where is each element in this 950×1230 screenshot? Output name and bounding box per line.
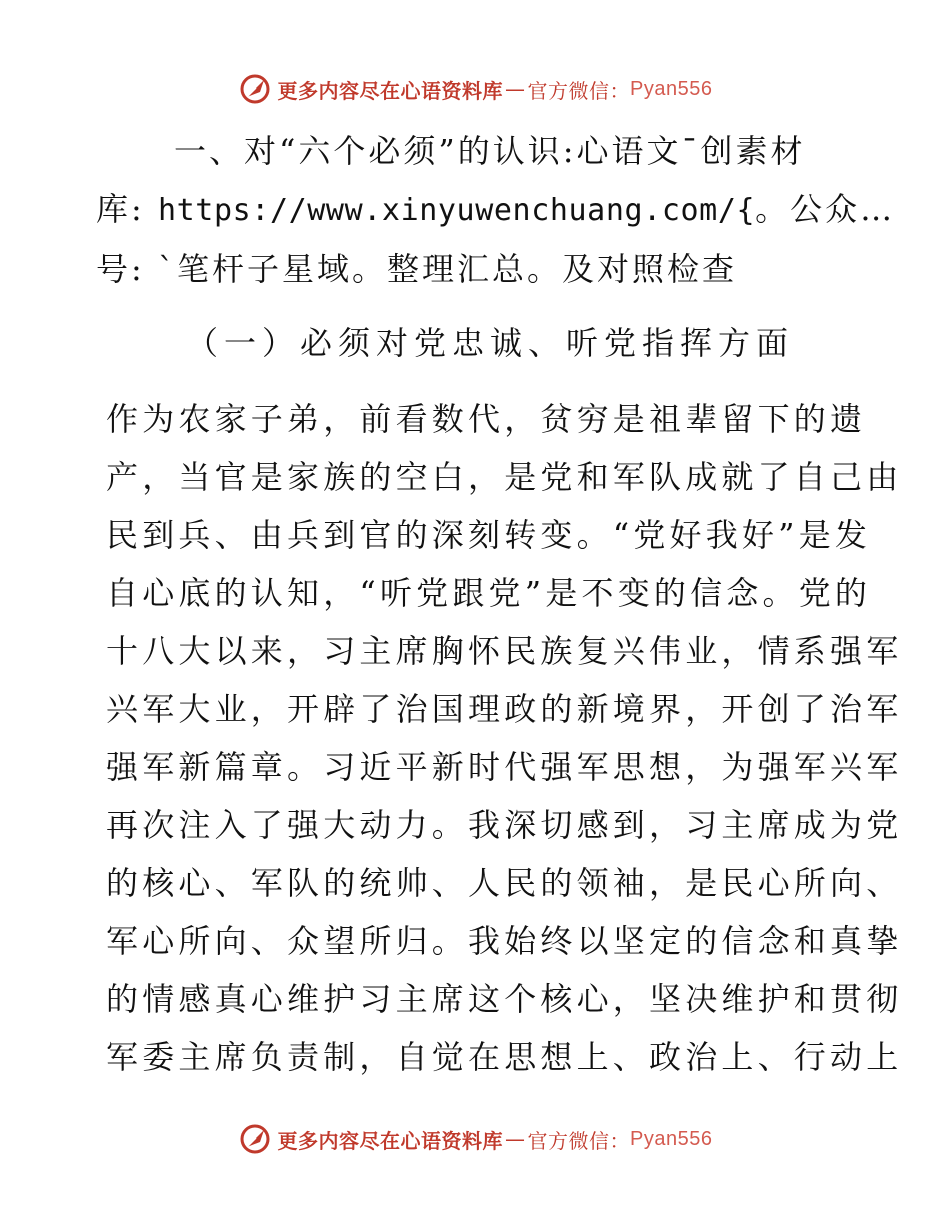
paragraph-line: 产，当官是家族的空白，是党和军队成就了自己由 bbox=[106, 458, 903, 496]
banner-wechat-id: Pyan556 bbox=[630, 77, 713, 100]
footer-banner bbox=[0, 1122, 950, 1156]
paragraph-line: 自心底的认知，“听党跟党”是不变的信念。党的 bbox=[106, 574, 872, 612]
heading-line-3: 号: `笔杆子星域。整理汇总。及对照检查 bbox=[96, 250, 737, 288]
banner-separator: — bbox=[505, 77, 526, 101]
section-heading bbox=[96, 122, 851, 180]
paragraph-line: 强军新篇章。习近平新时代强军思想，为强军兴军 bbox=[106, 748, 903, 786]
heading-line-1: 一、对“六个必须”的认识:心语文¯创素材 bbox=[174, 132, 806, 170]
body-paragraph bbox=[96, 390, 903, 1086]
banner-main-text: 更多内容尽在心语资料库 bbox=[277, 78, 504, 103]
banner-wechat-label: 官方微信： bbox=[527, 1128, 631, 1153]
feather-pen-logo-icon bbox=[238, 1122, 272, 1156]
paragraph-line: 的情感真心维护习主席这个核心，坚决维护和贯彻 bbox=[106, 980, 903, 1018]
source-url: https://www.xinyuwenchuang.com/{ bbox=[157, 193, 756, 228]
heading-line-2 bbox=[96, 180, 896, 240]
banner-wechat-id: Pyan556 bbox=[630, 1127, 713, 1150]
paragraph-line: 作为农家子弟，前看数代，贫穷是祖辈留下的遗 bbox=[106, 400, 867, 438]
banner-main-text: 更多内容尽在心语资料库 bbox=[277, 1128, 504, 1153]
paragraph-line: 兴军大业，开辟了治国理政的新境界，开创了治军 bbox=[106, 690, 903, 728]
paragraph-line: 军委主席负责制，自觉在思想上、政治上、行动上 bbox=[106, 1038, 903, 1076]
paragraph-line: 的核心、军队的统帅、人民的领袖，是民心所向、 bbox=[106, 864, 903, 902]
banner-wechat-label: 官方微信： bbox=[527, 78, 631, 103]
subsection-heading: （一）必须对党忠诚、听党指挥方面 bbox=[186, 324, 795, 362]
document-body bbox=[96, 122, 903, 1086]
paragraph-line: 民到兵、由兵到官的深刻转变。“党好我好”是发 bbox=[106, 516, 872, 554]
heading-line-2-suffix: 。公众… bbox=[755, 190, 896, 228]
banner-separator: — bbox=[505, 1127, 526, 1151]
header-banner bbox=[0, 72, 950, 106]
paragraph-line: 军心所向、众望所归。我始终以坚定的信念和真挚 bbox=[106, 922, 903, 960]
paragraph-line: 十八大以来，习主席胸怀民族复兴伟业，情系强军 bbox=[106, 632, 903, 670]
feather-pen-logo-icon bbox=[238, 72, 272, 106]
paragraph-line: 再次注入了强大动力。我深切感到，习主席成为党 bbox=[106, 806, 903, 844]
heading-line-2-prefix: 库: bbox=[96, 190, 158, 228]
